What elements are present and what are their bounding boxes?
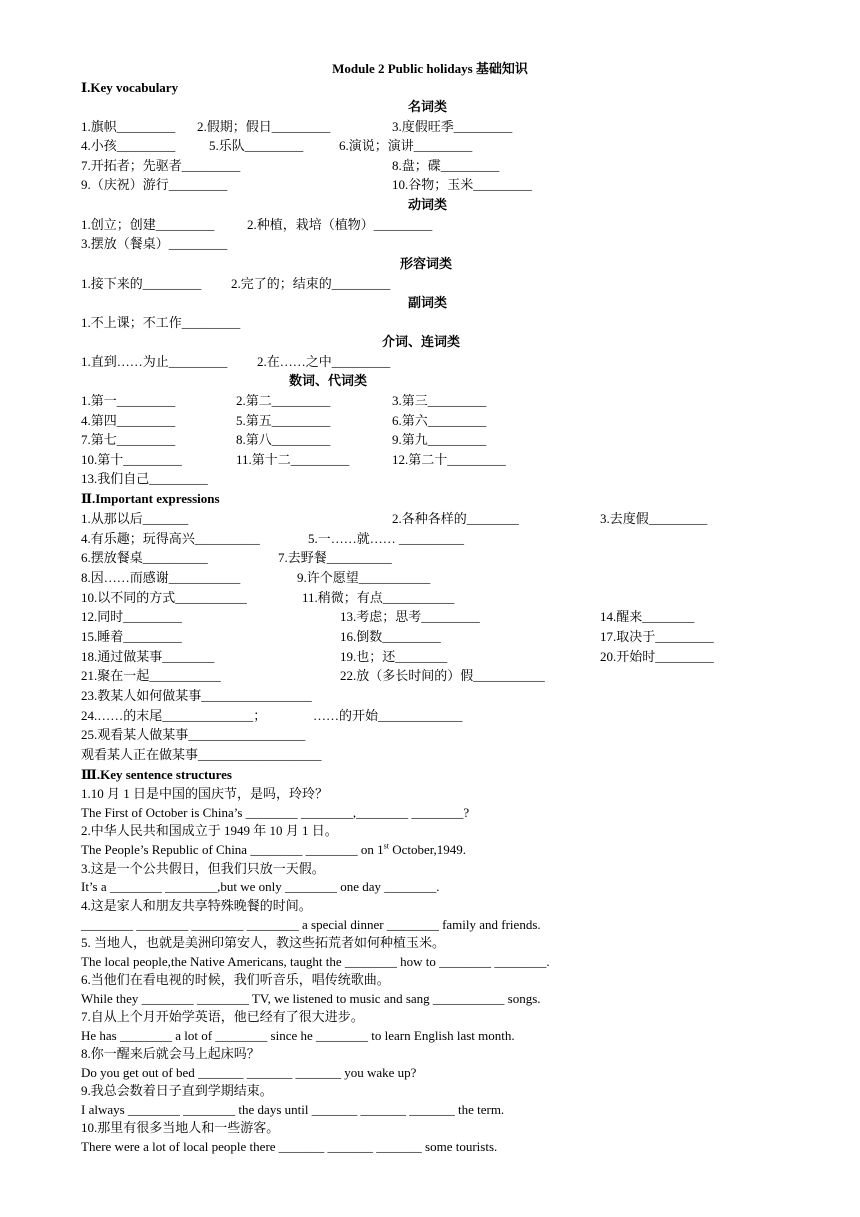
vocab-item: 1.第一_________ <box>81 393 176 408</box>
vocab-item: 4.小孩_________ <box>81 138 176 153</box>
expression-item: 观看某人正在做某事___________________ <box>81 747 322 762</box>
vocab-item: 12.第二十_________ <box>392 452 506 467</box>
sentence-chinese: 8.你一醒来后就会马上起床吗？ <box>81 1046 260 1061</box>
vocab-item: 2.种植，栽培（植物）_________ <box>247 217 433 232</box>
category-prepositions: 介词、连词类 <box>382 334 461 349</box>
vocab-item: 1.不上课；不工作_________ <box>81 315 241 330</box>
sentence-chinese: 1.10 月 1 日是中国的国庆节，是吗，玲玲？ <box>81 786 329 801</box>
vocab-item: 1.直到……为止_________ <box>81 354 228 369</box>
expression-item: 6.摆放餐桌__________ <box>81 550 208 565</box>
vocab-item: 6.第六_________ <box>392 413 487 428</box>
sentence-part: The People’s Republic of China ________ ________ on 1 <box>81 842 384 857</box>
vocab-item: 10.第十_________ <box>81 452 182 467</box>
expression-item: 7.去野餐__________ <box>278 550 392 565</box>
sentence-chinese: 10.那里有很多当地人和一些游客。 <box>81 1120 280 1135</box>
vocab-item: 8.盘；碟_________ <box>392 158 500 173</box>
section-important-expressions: Ⅱ.Important expressions <box>81 491 220 506</box>
sentence-part: October,1949. <box>388 842 467 857</box>
expression-item: 19.也；还________ <box>340 649 448 664</box>
category-verbs: 动词类 <box>408 197 448 212</box>
vocab-item: 11.第十二_________ <box>236 452 350 467</box>
sentence-chinese: 7.自从上个月开始学英语，他已经有了很大进步。 <box>81 1009 364 1024</box>
sentence-english-blank <box>81 842 466 858</box>
sentence-english-blank: While they ________ ________ TV, we listened to music and sang ___________ songs. <box>81 991 541 1006</box>
expression-item: 22.放（多长时间的）假___________ <box>340 668 545 683</box>
sentence-chinese: 3.这是一个公共假日，但我们只放一天假。 <box>81 861 325 876</box>
expression-item: 18.通过做某事________ <box>81 649 215 664</box>
category-adverbs: 副词类 <box>408 295 448 310</box>
vocab-item: 2.假期；假日_________ <box>197 119 331 134</box>
expression-item: ……的开始_____________ <box>313 708 463 723</box>
sentence-english-blank: There were a lot of local people there _______ _______ _______ some tourists. <box>81 1139 498 1154</box>
vocab-item: 3.第三_________ <box>392 393 487 408</box>
sentence-english-blank: Do you get out of bed _______ _______ _______ you wake up? <box>81 1065 417 1080</box>
sentence-chinese: 2.中华人民共和国成立于 1949 年 10 月 1 日。 <box>81 823 338 838</box>
expression-item: 2.各种各样的________ <box>392 511 519 526</box>
vocab-item: 6.演说；演讲_________ <box>339 138 473 153</box>
vocab-item: 5.乐队_________ <box>209 138 304 153</box>
vocab-item: 2.第二_________ <box>236 393 331 408</box>
expression-item: 21.聚在一起___________ <box>81 668 221 683</box>
category-nouns: 名词类 <box>408 99 448 114</box>
vocab-item: 2.完了的；结束的_________ <box>231 276 391 291</box>
section-key-sentence-structures: Ⅲ.Key sentence structures <box>81 767 232 782</box>
sentence-chinese: 9.我总会数着日子直到学期结束。 <box>81 1083 273 1098</box>
vocab-item: 9.（庆祝）游行_________ <box>81 177 228 192</box>
sentence-english-blank: The First of October is China’s ________ ________,________ ________? <box>81 805 470 820</box>
expression-item: 3.去度假_________ <box>600 511 708 526</box>
expression-item: 15.睡着_________ <box>81 629 182 644</box>
expression-item: 11.稍微；有点___________ <box>302 590 455 605</box>
expression-item: 20.开始时_________ <box>600 649 714 664</box>
expression-item: 5.一……就…… __________ <box>308 531 465 546</box>
expression-item: 17.取决于_________ <box>600 629 714 644</box>
vocab-item: 1.接下来的_________ <box>81 276 202 291</box>
sentence-english-blank: He has ________ a lot of ________ since he ________ to learn English last month. <box>81 1028 515 1043</box>
expression-item: 12.同时_________ <box>81 609 182 624</box>
vocab-item: 3.度假旺季_________ <box>392 119 513 134</box>
expression-item: 1.从那以后_______ <box>81 511 189 526</box>
expression-item: 24.……的末尾______________； <box>81 708 267 723</box>
category-adjectives: 形容词类 <box>400 256 453 271</box>
vocab-item: 5.第五_________ <box>236 413 331 428</box>
expression-item: 4.有乐趣；玩得高兴__________ <box>81 531 260 546</box>
expression-item: 10.以不同的方式___________ <box>81 590 247 605</box>
page-title: Module 2 Public holidays 基础知识 <box>332 61 528 76</box>
sentence-english-blank: I always ________ ________ the days until _______ _______ _______ the term. <box>81 1102 505 1117</box>
expression-item: 25.观看某人做某事__________________ <box>81 727 306 742</box>
vocab-item: 13.我们自己_________ <box>81 471 208 486</box>
vocab-item: 1.创立；创建_________ <box>81 217 215 232</box>
expression-item: 13.考虑；思考_________ <box>340 609 480 624</box>
expression-item: 14.醒来________ <box>600 609 695 624</box>
ordinal-suffix: st <box>383 841 389 851</box>
expression-item: 23.教某人如何做某事_________________ <box>81 688 312 703</box>
expression-item: 16.倒数_________ <box>340 629 441 644</box>
vocab-item: 3.摆放（餐桌）_________ <box>81 236 228 251</box>
vocab-item: 10.谷物；玉米_________ <box>392 177 532 192</box>
expression-item: 8.因……而感谢___________ <box>81 570 241 585</box>
vocab-item: 7.开拓者；先驱者_________ <box>81 158 241 173</box>
vocab-item: 8.第八_________ <box>236 432 331 447</box>
section-key-vocabulary: Ⅰ.Key vocabulary <box>81 80 179 95</box>
sentence-english-blank: The local people,the Native Americans, taught the ________ how to ________ ________. <box>81 954 550 969</box>
vocab-item: 2.在……之中_________ <box>257 354 391 369</box>
vocab-item: 9.第九_________ <box>392 432 487 447</box>
vocab-item: 7.第七_________ <box>81 432 176 447</box>
sentence-chinese: 4.这是家人和朋友共享特殊晚餐的时间。 <box>81 898 312 913</box>
vocab-item: 1.旗帜_________ <box>81 119 176 134</box>
sentence-chinese: 5. 当地人，也就是美洲印第安人，教这些拓荒者如何种植玉米。 <box>81 935 446 950</box>
vocab-item: 4.第四_________ <box>81 413 176 428</box>
sentence-english-blank: It’s a ________ ________,but we only ________ one day ________. <box>81 879 440 894</box>
expression-item: 9.许个愿望___________ <box>297 570 431 585</box>
category-numerals: 数词、代词类 <box>289 373 368 388</box>
sentence-english-blank: ________ ________ ________ ________ a special dinner ________ family and friends. <box>81 917 541 932</box>
sentence-chinese: 6.当他们在看电视的时候，我们听音乐，唱传统歌曲。 <box>81 972 390 987</box>
